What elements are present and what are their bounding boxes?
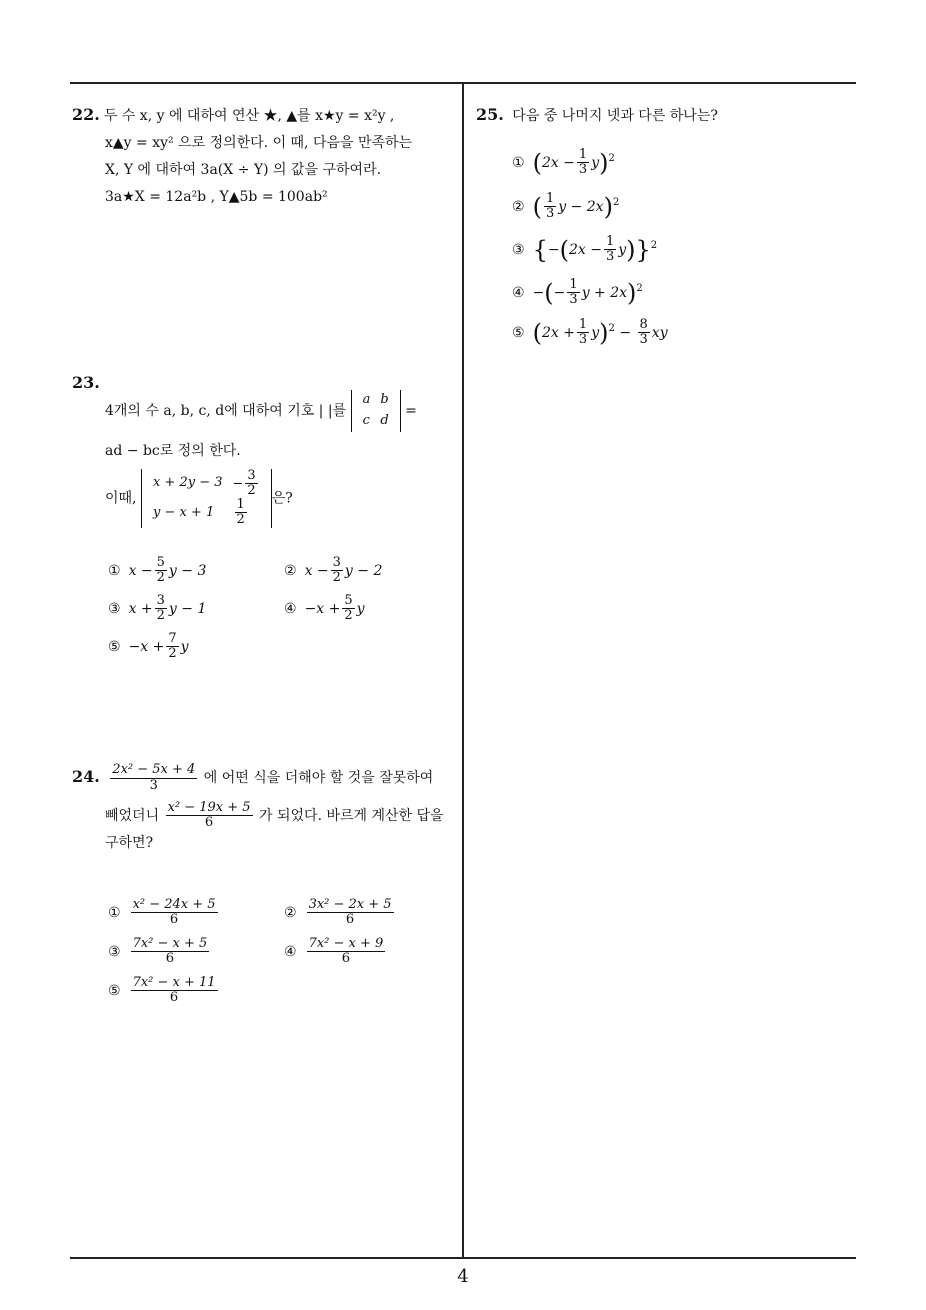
q22-line4: 3a★X = 12a²b , Y▲5b = 100ab² bbox=[105, 188, 328, 205]
q25-option-3[interactable]: ③ {−(2x − $\frac{1}{3}$ y)}$^2$ bbox=[512, 234, 658, 265]
q24-line2-pre: 빼었더니 bbox=[105, 807, 160, 824]
q24-line3: 구하면? bbox=[105, 835, 154, 852]
q22-line1: 두 수 x, y 에 대하여 연산 ★, ▲를 x★y = x²y , bbox=[103, 108, 395, 124]
question-23: 23. 4개의 수 a, b, c, d에 대하여 기호 | |를 a b c d = ad − bc로 정의 한다. 이때, x + 2y − 3 − $\frac{3}{2}$ y − x + 1 $\frac{1}{2}$ 은? bbox=[72, 368, 457, 528]
question-25 bbox=[476, 100, 846, 130]
q23-option-5[interactable]: ⑤ −x + $\frac{7}{2}$ y bbox=[108, 631, 189, 662]
q24-option-1[interactable]: ① $\frac{\text{x² − 24x + 5}}{6}$ bbox=[108, 897, 216, 928]
matrix-22-den: 2 bbox=[236, 512, 245, 528]
q22-line3: X, Y 에 대하여 3a(X ÷ Y) 의 값을 구하여라. bbox=[105, 161, 382, 178]
q25-text: 다음 중 나머지 넷과 다른 하나는? bbox=[512, 108, 718, 124]
matrix-12-num: 3 bbox=[247, 467, 256, 483]
q25-option-4[interactable]: ④ −(− $\frac{1}{3}$ y + 2x)$^2$ bbox=[512, 277, 643, 308]
q24-fraction-1: $\frac{\text{2x² − 5x + 4}}{3}$ bbox=[112, 762, 196, 793]
q24-line1: 에 어떤 식을 더해야 할 것을 잘못하여 bbox=[203, 770, 434, 786]
q25-option-5[interactable]: ⑤ (2x + $\frac{1}{3}$ y)$^2$ − $\frac{8}{3}$ xy bbox=[512, 317, 668, 348]
question-number: 22. bbox=[72, 105, 100, 124]
question-number: 23. bbox=[72, 373, 100, 392]
q24-line2-post: 가 되었다. 바르게 계산한 답을 bbox=[259, 807, 444, 824]
q23-line3-post: 은? bbox=[271, 490, 293, 507]
det-d: d bbox=[380, 413, 389, 429]
q25-option-1[interactable]: ① (2x − $\frac{1}{3}$ y)$^2$ bbox=[512, 147, 615, 178]
det-a: a bbox=[362, 392, 371, 408]
column-divider bbox=[462, 82, 464, 1258]
q23-option-1[interactable]: ① x − $\frac{5}{2}$ y − 3 bbox=[108, 555, 207, 586]
det-b: b bbox=[380, 392, 389, 408]
determinant-symbol bbox=[351, 390, 401, 432]
q23-option-2[interactable]: ② x − $\frac{3}{2}$ y − 2 bbox=[284, 555, 383, 586]
question-number: 24. bbox=[72, 767, 100, 786]
question-number: 25. bbox=[476, 105, 504, 124]
matrix-12-den: 2 bbox=[247, 482, 256, 498]
q24-fraction-2: $\frac{\text{x² − 19x + 5}}{6}$ bbox=[167, 799, 251, 831]
q23-option-4[interactable]: ④ −x + $\frac{5}{2}$ y bbox=[284, 593, 365, 624]
matrix-21: y − x + 1 bbox=[152, 504, 215, 520]
q23-line3-pre: 이때, bbox=[105, 490, 137, 507]
q22-line2: x▲y = xy² 으로 정의한다. 이 때, 다음을 만족하는 bbox=[105, 135, 413, 152]
matrix-11: x + 2y − 3 bbox=[152, 474, 223, 490]
matrix-12-sign: − bbox=[232, 475, 244, 491]
determinant-expression bbox=[141, 469, 272, 528]
det-c: c bbox=[362, 413, 370, 429]
q23-option-3[interactable]: ③ x + $\frac{3}{2}$ y − 1 bbox=[108, 593, 207, 624]
q24-option-2[interactable]: ② $\frac{\text{3x² − 2x + 5}}{6}$ bbox=[284, 897, 392, 928]
question-24 bbox=[72, 762, 460, 857]
q23-line1: 4개의 수 a, b, c, d에 대하여 기호 | |를 bbox=[105, 403, 347, 420]
q24-option-5[interactable]: ⑤ $\frac{\text{7x² − x + 11}}{6}$ bbox=[108, 975, 216, 1006]
q24-option-4[interactable]: ④ $\frac{\text{7x² − x + 9}}{6}$ bbox=[284, 936, 384, 967]
q24-option-3[interactable]: ③ $\frac{\text{7x² − x + 5}}{6}$ bbox=[108, 936, 208, 967]
question-22 bbox=[72, 100, 457, 210]
matrix-22-num: 1 bbox=[236, 497, 245, 513]
q23-line2: ad − bc로 정의 한다. bbox=[105, 442, 241, 459]
q25-option-2[interactable]: ② ( $\frac{1}{3}$ y − 2x)$^2$ bbox=[512, 191, 620, 222]
page-number: 4 bbox=[457, 1266, 469, 1287]
